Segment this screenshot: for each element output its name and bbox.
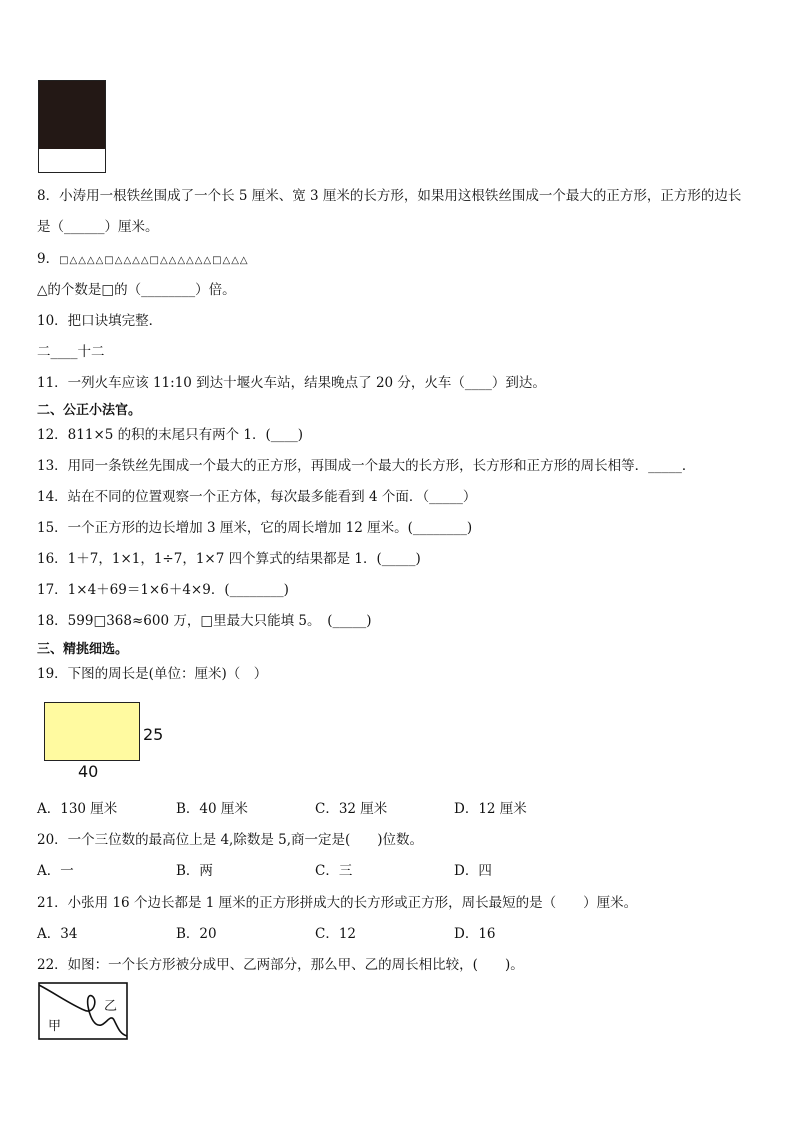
question-9-line-2: △的个数是□的（________）倍。 — [37, 282, 236, 298]
height-label: 25 — [143, 725, 164, 744]
question-20: 20．一个三位数的最高位上是 4,除数是 5,商一定是( )位数。 — [37, 832, 424, 848]
question-22: 22．如图：一个长方形被分成甲、乙两部分，那么甲、乙的周长相比较，( )。 — [37, 957, 524, 973]
question-14: 14．站在不同的位置观察一个正方体，每次最多能看到 4 个面．（_____） — [37, 489, 477, 505]
section-3-heading: 三、精挑细选。 — [37, 642, 129, 657]
divided-rectangle-figure — [38, 982, 128, 1040]
perimeter-rectangle-figure — [44, 702, 184, 782]
section-2-heading: 二、公正小法官。 — [37, 403, 142, 418]
shaded-rectangle-figure — [38, 80, 106, 173]
q19-option-b[interactable]: B．40 厘米 — [176, 801, 248, 817]
q20-option-a[interactable]: A．一 — [37, 863, 74, 879]
q20-option-c[interactable]: C．三 — [315, 863, 353, 879]
question-15: 15．一个正方形的边长增加 3 厘米，它的周长增加 12 厘米。(________) — [37, 520, 473, 536]
question-10: 10．把口诀填完整． — [37, 313, 163, 329]
question-11: 11．一列火车应该 11:10 到达十堰火车站，结果晚点了 20 分，火车（____）到达。 — [37, 375, 546, 391]
q20-option-b[interactable]: B．两 — [176, 863, 213, 879]
q21-option-c[interactable]: C．12 — [315, 926, 357, 942]
question-8-line-2: 是（______）厘米。 — [37, 219, 159, 235]
question-9-number: 9． — [37, 251, 60, 267]
question-9-line-1 — [37, 250, 249, 270]
question-13: 13．用同一条铁丝先围成一个最大的正方形，再围成一个最大的长方形，长方形和正方形的周长相等．_____． — [37, 458, 696, 474]
q19-option-d[interactable]: D．12 厘米 — [454, 801, 527, 817]
question-12: 12．811×5 的积的末尾只有两个 1．(____) — [37, 427, 304, 443]
label-jia: 甲 — [48, 1019, 62, 1034]
q19-option-a[interactable]: A．130 厘米 — [37, 801, 118, 817]
question-8-line-1: 8．小涛用一根铁丝围成了一个长 5 厘米、宽 3 厘米的长方形，如果用这根铁丝围成一个最大的正方形，正方形的边长 — [37, 188, 742, 204]
width-label: 40 — [78, 762, 99, 781]
q21-option-d[interactable]: D．16 — [454, 926, 496, 942]
question-16: 16．1＋7，1×1，1÷7，1×7 四个算式的结果都是 1．(_____) — [37, 551, 421, 567]
q20-option-d[interactable]: D．四 — [454, 863, 492, 879]
q19-option-c[interactable]: C．32 厘米 — [315, 801, 388, 817]
shape-sequence: □△△△△□△△△△□△△△△△△□△△△ — [59, 255, 249, 266]
label-yi: 乙 — [104, 999, 118, 1014]
question-10-blank: 二____十二 — [37, 344, 105, 360]
question-21: 21．小张用 16 个边长都是 1 厘米的正方形拼成大的长方形或正方形，周长最短的是（ ）厘米。 — [37, 895, 638, 911]
shaded-area — [39, 81, 105, 149]
q21-option-a[interactable]: A．34 — [37, 926, 78, 942]
q21-option-b[interactable]: B．20 — [176, 926, 217, 942]
question-18: 18．599□368≈600 万，□里最大只能填 5。 (_____) — [37, 613, 372, 629]
yellow-rectangle — [44, 702, 140, 761]
question-17: 17．1×4＋69＝1×6＋4×9．(________) — [37, 582, 289, 598]
question-19: 19．下图的周长是(单位：厘米)（ ） — [37, 666, 268, 682]
